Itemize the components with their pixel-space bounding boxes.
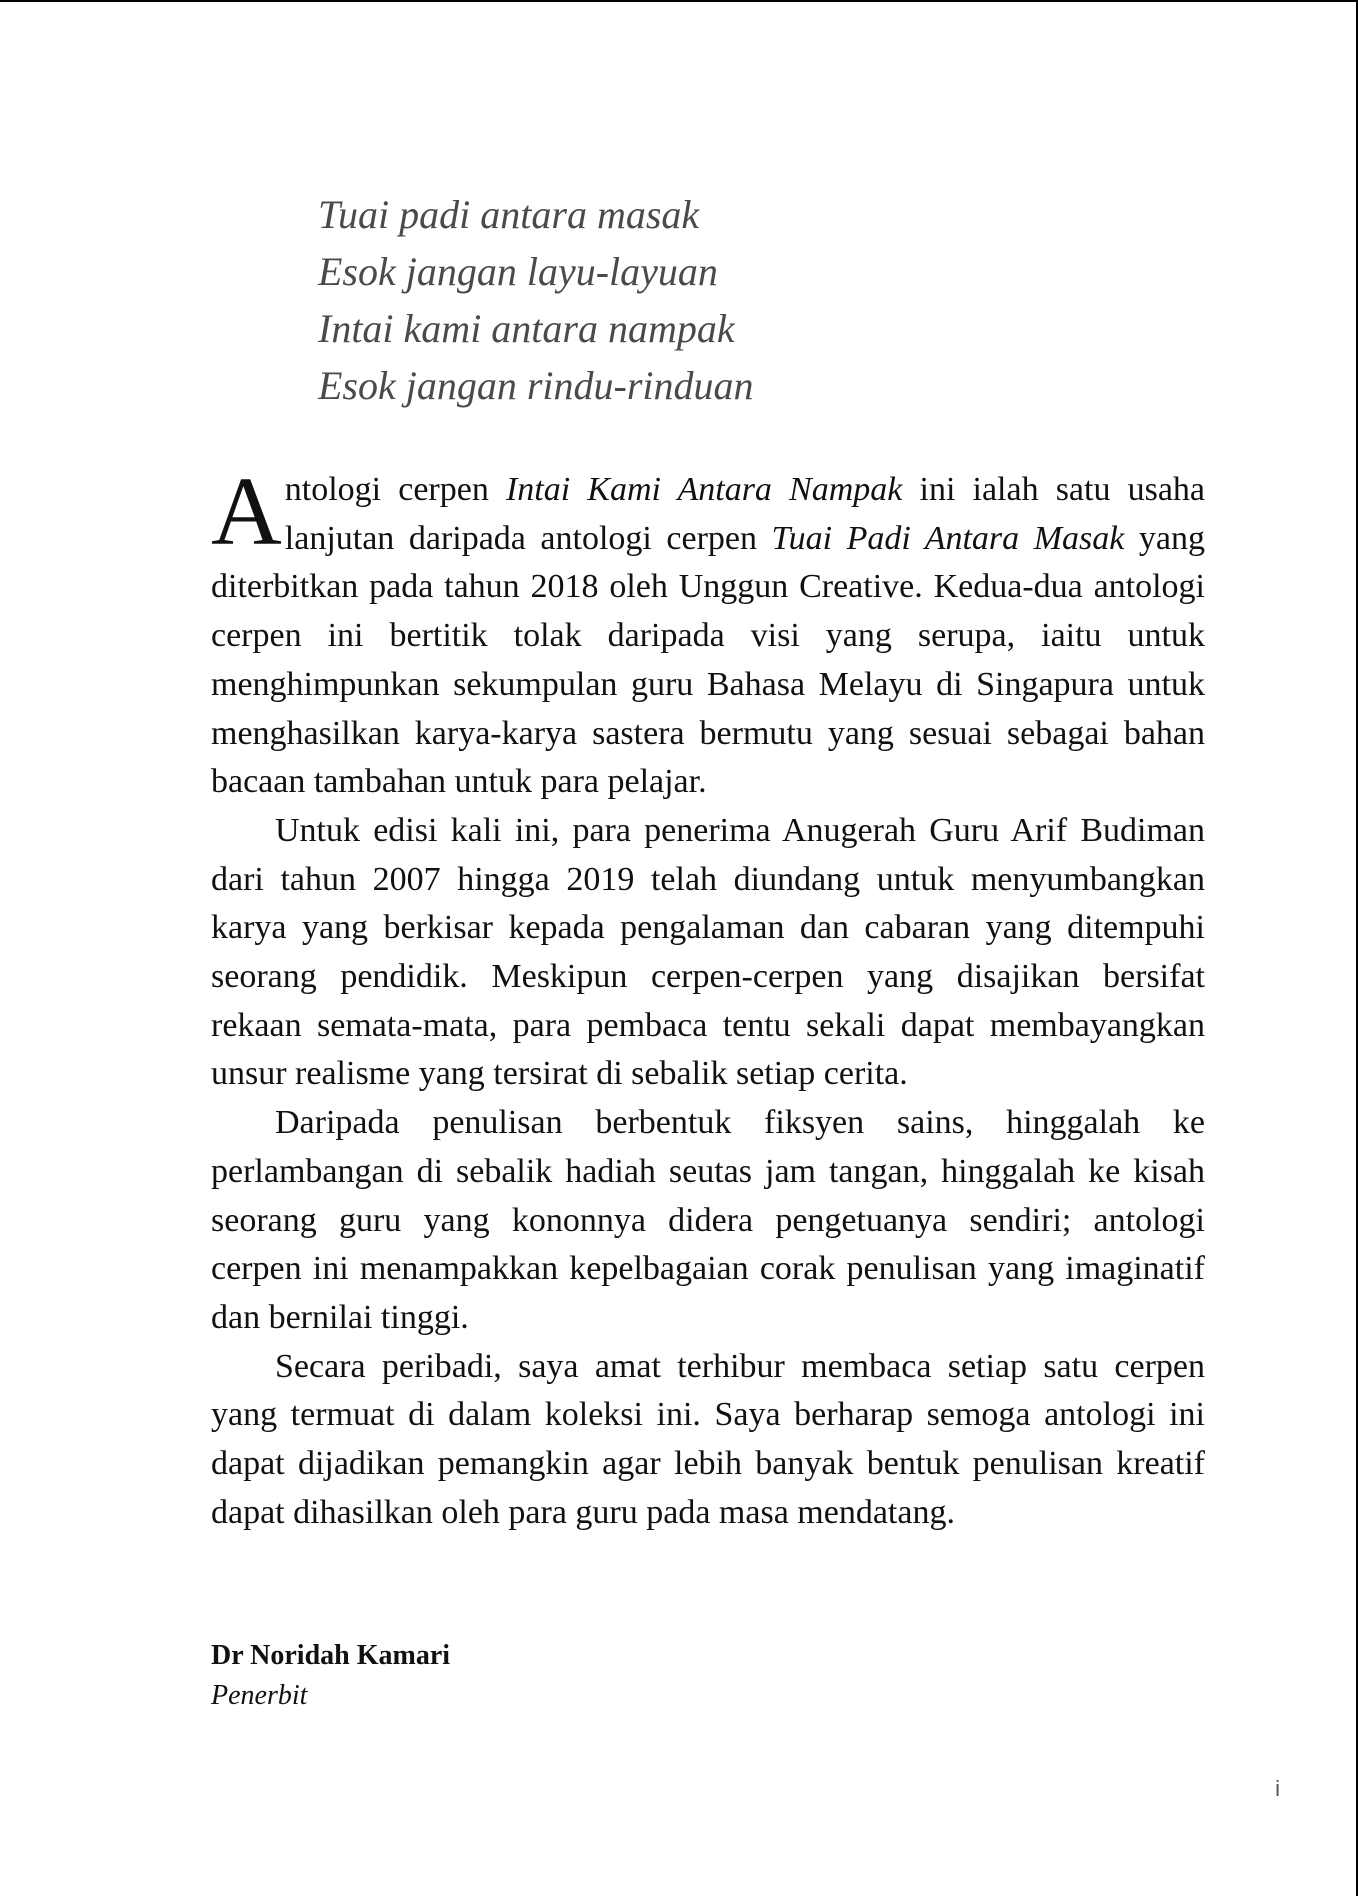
author-role: Penerbit [211,1680,308,1711]
opening-verse [318,186,754,414]
paragraph-text: ini ialah satu usaha lanjutan daripada antologi cerpen [284,471,1206,557]
book-title-intai-kami: Intai Kami Antara Nampak [505,471,903,508]
author-name: Dr Noridah Kamari [211,1640,451,1671]
paragraph-3: Daripada penulisan berbentuk fiksyen sains, hinggalah ke perlambangan di sebalik hadiah seutas jam tangan, hinggalah ke kisah seorang guru yang kononnya didera pengetuanya sendiri; antologi cerpen ini menampakkan kepelbagaian corak penulisan yang imaginatif dan bernilai tinggi. [211,1104,1205,1336]
drop-cap: A [211,458,282,566]
top-border-rule [0,0,1358,2]
verse-line: Esok jangan layu-layuan [318,249,718,294]
page-number: i [1275,1776,1280,1801]
paragraph-4: Secara peribadi, saya amat terhibur membaca setiap satu cerpen yang termuat di dalam koleksi ini. Saya berharap semoga antologi ini dapat dijadikan pemangkin agar lebih banyak bentuk penulisan kreatif dapat dihasilkan oleh para guru pada masa mendatang. [211,1347,1205,1531]
paragraph-2: Untuk edisi kali ini, para penerima Anugerah Guru Arif Budiman dari tahun 2007 hingga 2019 telah diundang untuk menyumbangkan karya yang berkisar kepada pengalaman dan cabaran yang ditempuhi seorang pendidik. Meskipun cerpen-cerpen yang disajikan bersifat rekaan semata-mata, para pembaca tentu sekali dapat membayangkan unsur realisme yang tersirat di sebalik setiap cerita. [211,811,1205,1093]
book-title-tuai-padi: Tuai Padi Antara Masak [771,519,1125,557]
verse-line: Tuai padi antara masak [318,192,700,237]
verse-line: Intai kami antara nampak [318,306,735,351]
foreword-body [211,458,1206,1537]
paragraph-text: ntologi cerpen [284,471,506,508]
paragraph-text: yang diterbitkan pada tahun 2018 oleh Unggun Creative. Kedua-dua antologi cerpen ini bertitik tolak daripada visi yang serupa, iaitu untuk menghimpunkan sekumpulan guru Bahasa Melayu di Singapura untuk menghasilkan karya-karya sastera bermutu yang sesuai sebagai bahan bacaan tambahan untuk para pelajar. [211,519,1205,801]
verse-line: Esok jangan rindu-rinduan [318,363,754,408]
paragraph-1 [211,458,1206,807]
signature-block [211,1636,450,1716]
